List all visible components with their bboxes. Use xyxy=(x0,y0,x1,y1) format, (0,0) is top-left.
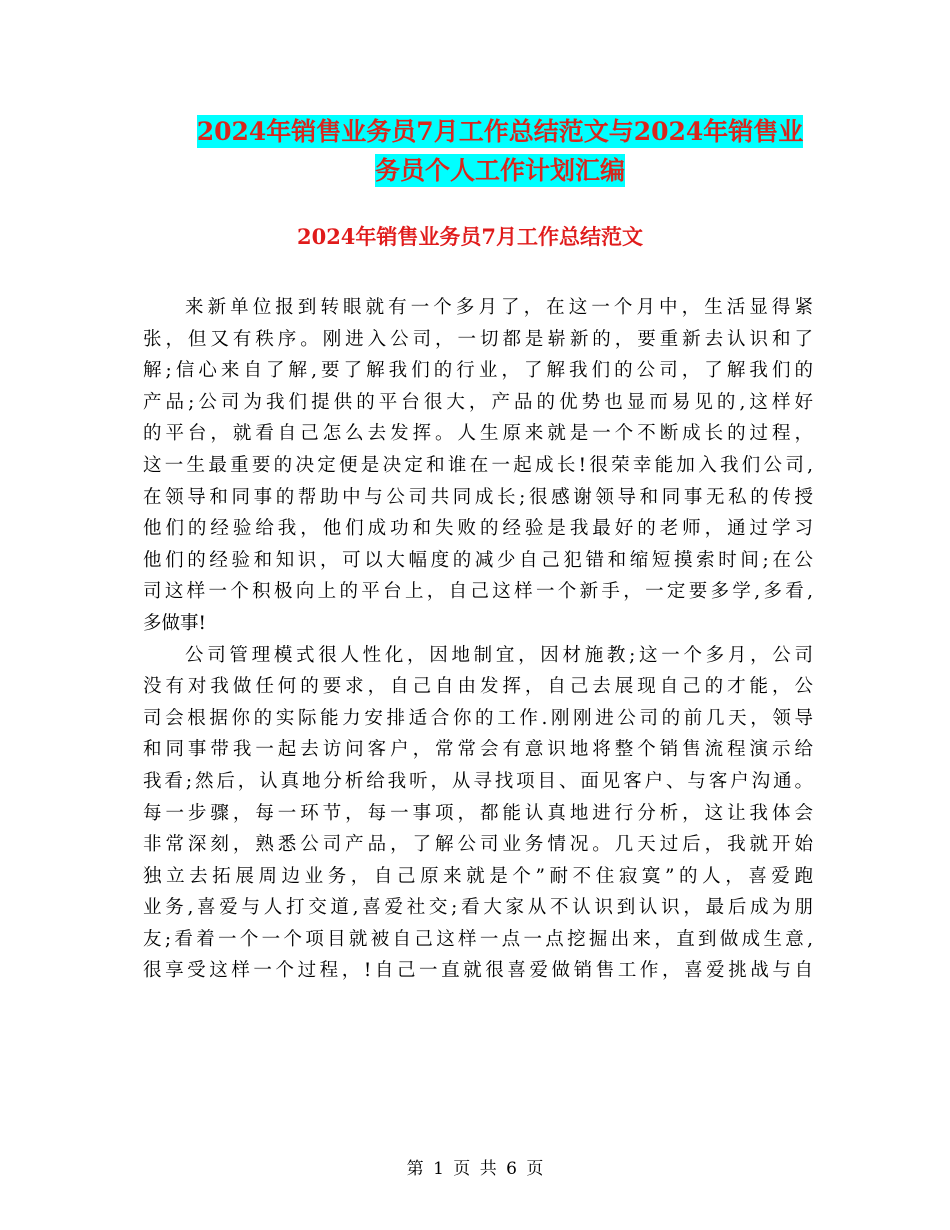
text-line: 友;看着一个一个项目就被自己这样一点一点挖掘出来，直到做成生意, xyxy=(143,928,813,950)
text-line: 业务,喜爱与人打交道,喜爱社交;看大家从不认识到认识，最后成为朋 xyxy=(143,897,813,919)
body-text xyxy=(143,292,813,987)
text-line: 没有对我做任何的要求，自己自由发挥，自己去展现自己的才能，公 xyxy=(143,676,813,698)
text-line: 的平台，就看自己怎么去发挥。人生原来就是一个不断成长的过程， xyxy=(143,423,813,445)
text-line: 非常深刻，熟悉公司产品，了解公司业务情况。几天过后，我就开始 xyxy=(143,834,813,856)
document-title-line-1: 2024年销售业务员7月工作总结范文与2024年销售业 xyxy=(196,117,804,146)
section-title: 2024年销售业务员7月工作总结范文 xyxy=(296,224,644,249)
document-title-line-2: 务员个人工作计划汇编 xyxy=(374,156,625,185)
text-line: 这一生最重要的决定便是决定和谁在一起成长!很荣幸能加入我们公司, xyxy=(143,454,813,476)
text-line: 我看;然后，认真地分析给我听，从寻找项目、面见客户、与客户沟通。 xyxy=(143,770,813,792)
text-line: 解;信心来自了解,要了解我们的行业，了解我们的公司，了解我们的 xyxy=(143,360,813,382)
text-line: 司会根据你的实际能力安排适合你的工作.刚刚进公司的前几天，领导 xyxy=(143,707,813,729)
text-line: 来新单位报到转眼就有一个多月了，在这一个月中，生活显得紧 xyxy=(185,297,813,318)
text-line: 每一步骤，每一环节，每一事项，都能认真地进行分析，这让我体会 xyxy=(143,802,813,824)
text-line: 司这样一个积极向上的平台上，自己这样一个新手，一定要多学,多看, xyxy=(143,581,813,603)
document-title xyxy=(140,112,860,190)
text-line: 张，但又有秩序。刚进入公司，一切都是崭新的，要重新去认识和了 xyxy=(143,328,813,350)
page-footer: 第 1 页 共 6 页 xyxy=(406,1159,544,1179)
text-line: 产品;公司为我们提供的平台很大，产品的优势也显而易见的,这样好 xyxy=(143,391,813,413)
text-line: 他们的经验给我，他们成功和失败的经验是我最好的老师，通过学习 xyxy=(143,518,813,540)
text-line: 多做事! xyxy=(143,612,206,634)
text-line: 和同事带我一起去访问客户，常常会有意识地将整个销售流程演示给 xyxy=(143,739,813,761)
text-line: 他们的经验和知识，可以大幅度的减少自己犯错和缩短摸索时间;在公 xyxy=(143,549,813,571)
text-line: 独立去拓展周边业务，自己原来就是个”耐不住寂寞”的人，喜爱跑 xyxy=(143,865,813,887)
text-line: 公司管理模式很人性化，因地制宜，因材施教;这一个多月，公司 xyxy=(185,644,813,666)
text-line: 在领导和同事的帮助中与公司共同成长;很感谢领导和同事无私的传授 xyxy=(143,486,813,508)
text-line: 很享受这样一个过程，!自己一直就很喜爱做销售工作，喜爱挑战与自 xyxy=(143,960,813,982)
